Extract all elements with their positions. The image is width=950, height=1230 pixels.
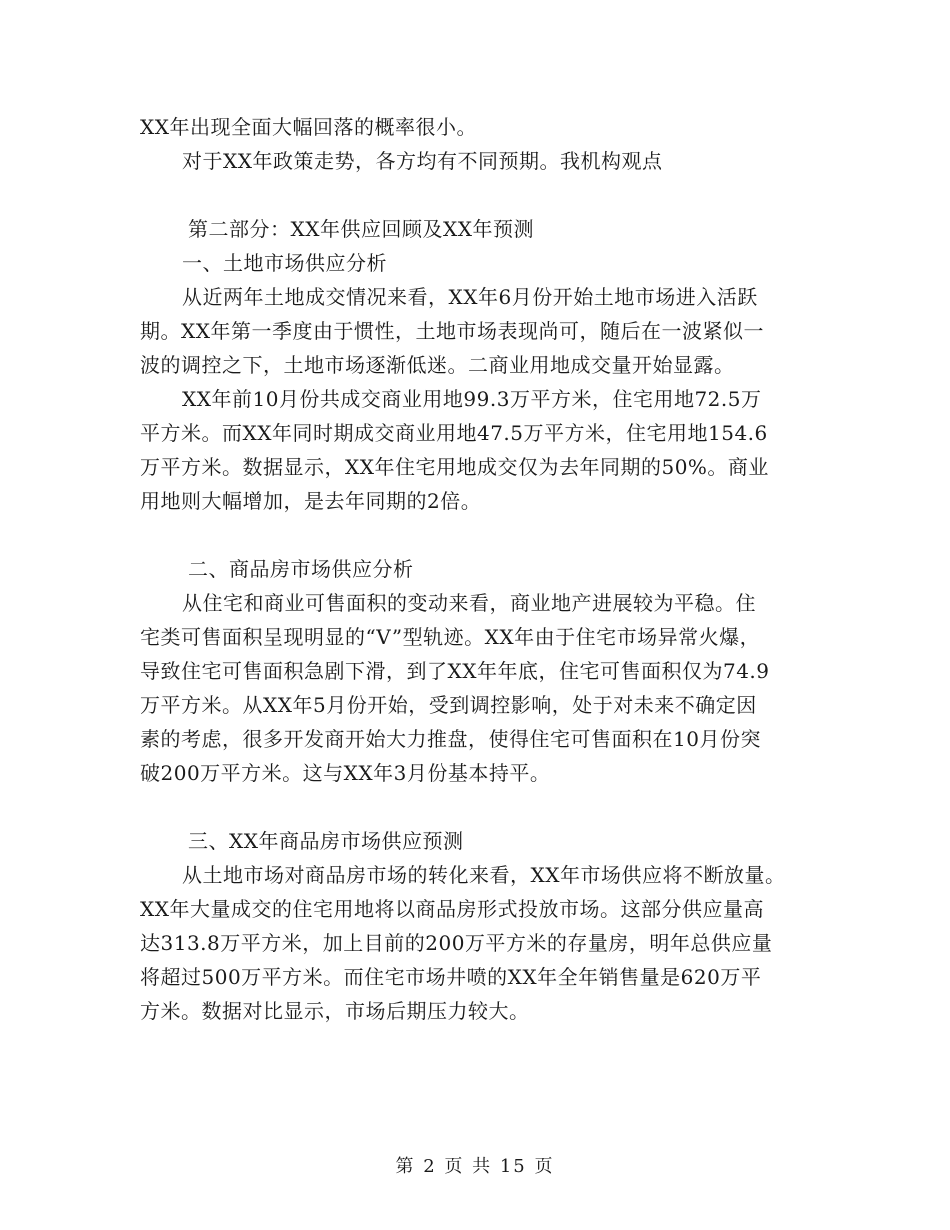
paragraph-line: 用地则大幅增加，是去年同期的2倍。 — [140, 489, 482, 513]
paragraph-line: 波的调控之下，土地市场逐渐低迷。二商业用地成交量开始显露。 — [140, 353, 735, 377]
paragraph-gap — [140, 518, 815, 552]
paragraph-line: 将超过500万平方米。而住宅市场井喷的XX年全年销售量是620万平 — [140, 965, 762, 989]
paragraph-line: 破200万平方米。这与XX年3月份基本持平。 — [140, 761, 551, 785]
paragraph-line: 从住宅和商业可售面积的变动来看，商业地产进展较为平稳。住 — [182, 591, 756, 615]
document-body — [140, 110, 815, 1028]
paragraph-line: 素的考虑，很多开发商开始大力推盘，使得住宅可售面积在10月份突 — [140, 727, 761, 751]
paragraph-line: XX年出现全面大幅回落的概率很小。 — [140, 115, 477, 139]
paragraph-line: 期。XX年第一季度由于惯性，土地市场表现尚可，随后在一波紧似一 — [140, 319, 764, 343]
section-heading-supply-forecast: 三、XX年商品房市场供应预测 — [188, 829, 464, 853]
paragraph-gap — [140, 790, 815, 824]
paragraph-line: 方米。数据对比显示，市场后期压力较大。 — [140, 999, 530, 1023]
paragraph-line: 从近两年土地成交情况来看，XX年6月份开始土地市场进入活跃 — [182, 285, 758, 309]
paragraph-line: XX年前10月份共成交商业用地99.3万平方米，住宅用地72.5万 — [182, 387, 762, 411]
paragraph-line: 宅类可售面积呈现明显的“V”型轨迹。XX年由于住宅市场异常火爆， — [140, 625, 761, 649]
section-heading-part-two: 第二部分：XX年供应回顾及XX年预测 — [188, 217, 534, 241]
section-heading-land-market: 一、土地市场供应分析 — [182, 251, 387, 275]
paragraph-line: 从土地市场对商品房市场的转化来看，XX年市场供应将不断放量。 — [182, 863, 786, 887]
paragraph-line: 达313.8万平方米，加上目前的200万平方米的存量房，明年总供应量 — [140, 931, 773, 955]
paragraph-line: 平方米。而XX年同时期成交商业用地47.5万平方米，住宅用地154.6 — [140, 421, 768, 445]
paragraph-line: 对于XX年政策走势，各方均有不同预期。我机构观点 — [182, 149, 663, 173]
paragraph-line: 万平方米。数据显示，XX年住宅用地成交仅为去年同期的50%。商业 — [140, 455, 769, 479]
paragraph-line: 万平方米。从XX年5月份开始，受到调控影响，处于对未来不确定因 — [140, 693, 757, 717]
paragraph-gap — [140, 178, 815, 212]
section-heading-housing-supply: 二、商品房市场供应分析 — [188, 557, 414, 581]
page-footer: 第 2 页 共 15 页 — [395, 1156, 555, 1177]
paragraph-line: 导致住宅可售面积急剧下滑，到了XX年年底，住宅可售面积仅为74.9 — [140, 659, 770, 683]
paragraph-line: XX年大量成交的住宅用地将以商品房形式投放市场。这部分供应量高 — [140, 897, 764, 921]
